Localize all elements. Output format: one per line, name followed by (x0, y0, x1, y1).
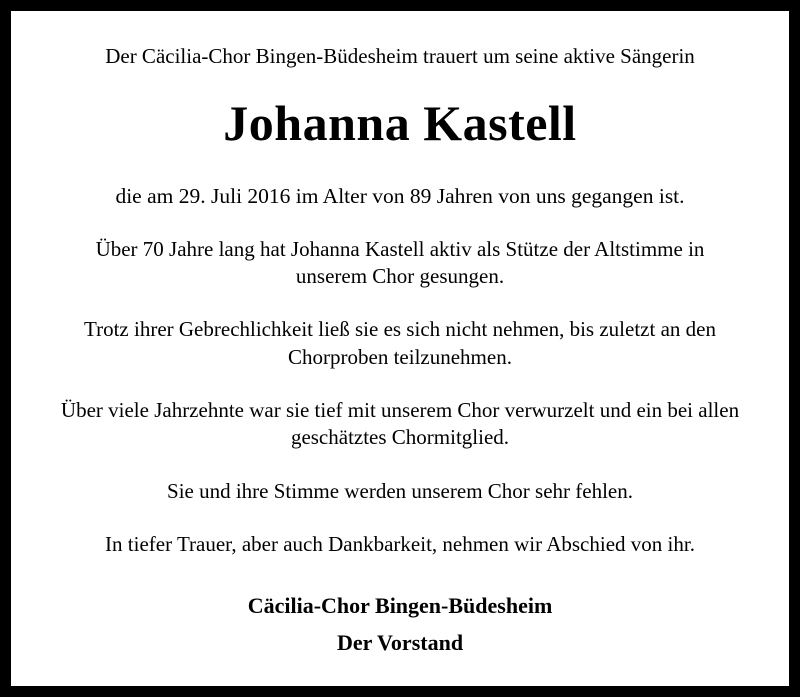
tribute-paragraph-3: Über viele Jahrzehnte war sie tief mit unserem Chor verwurzelt und ein bei allen geschätztes Chormitglied. (60, 397, 740, 450)
tribute-paragraph-5: In tiefer Trauer, aber auch Dankbarkeit, nehmen wir Abschied von ihr. (105, 531, 695, 556)
tribute-paragraph-1: Über 70 Jahre lang hat Johanna Kastell aktiv als Stütze der Altstimme in unserem Chor gesungen. (95, 236, 705, 289)
deceased-name: Johanna Kastell (223, 94, 577, 151)
signature-role: Der Vorstand (336, 629, 464, 655)
tribute-paragraph-4: Sie und ihre Stimme werden unserem Chor sehr fehlen. (167, 478, 633, 503)
intro-text: Der Cäcilia-Chor Bingen-Büdesheim trauert um seine aktive Sängerin (105, 44, 695, 68)
signature-block (248, 592, 553, 657)
death-date-line: die am 29. Juli 2016 im Alter von 89 Jahren von uns gegangen ist. (115, 183, 685, 208)
signature-organization: Cäcilia-Chor Bingen-Büdesheim (247, 593, 553, 619)
tribute-paragraph-2: Trotz ihrer Gebrechlichkeit ließ sie es sich nicht nehmen, bis zuletzt an den Chorproben teilzunehmen. (84, 317, 716, 369)
